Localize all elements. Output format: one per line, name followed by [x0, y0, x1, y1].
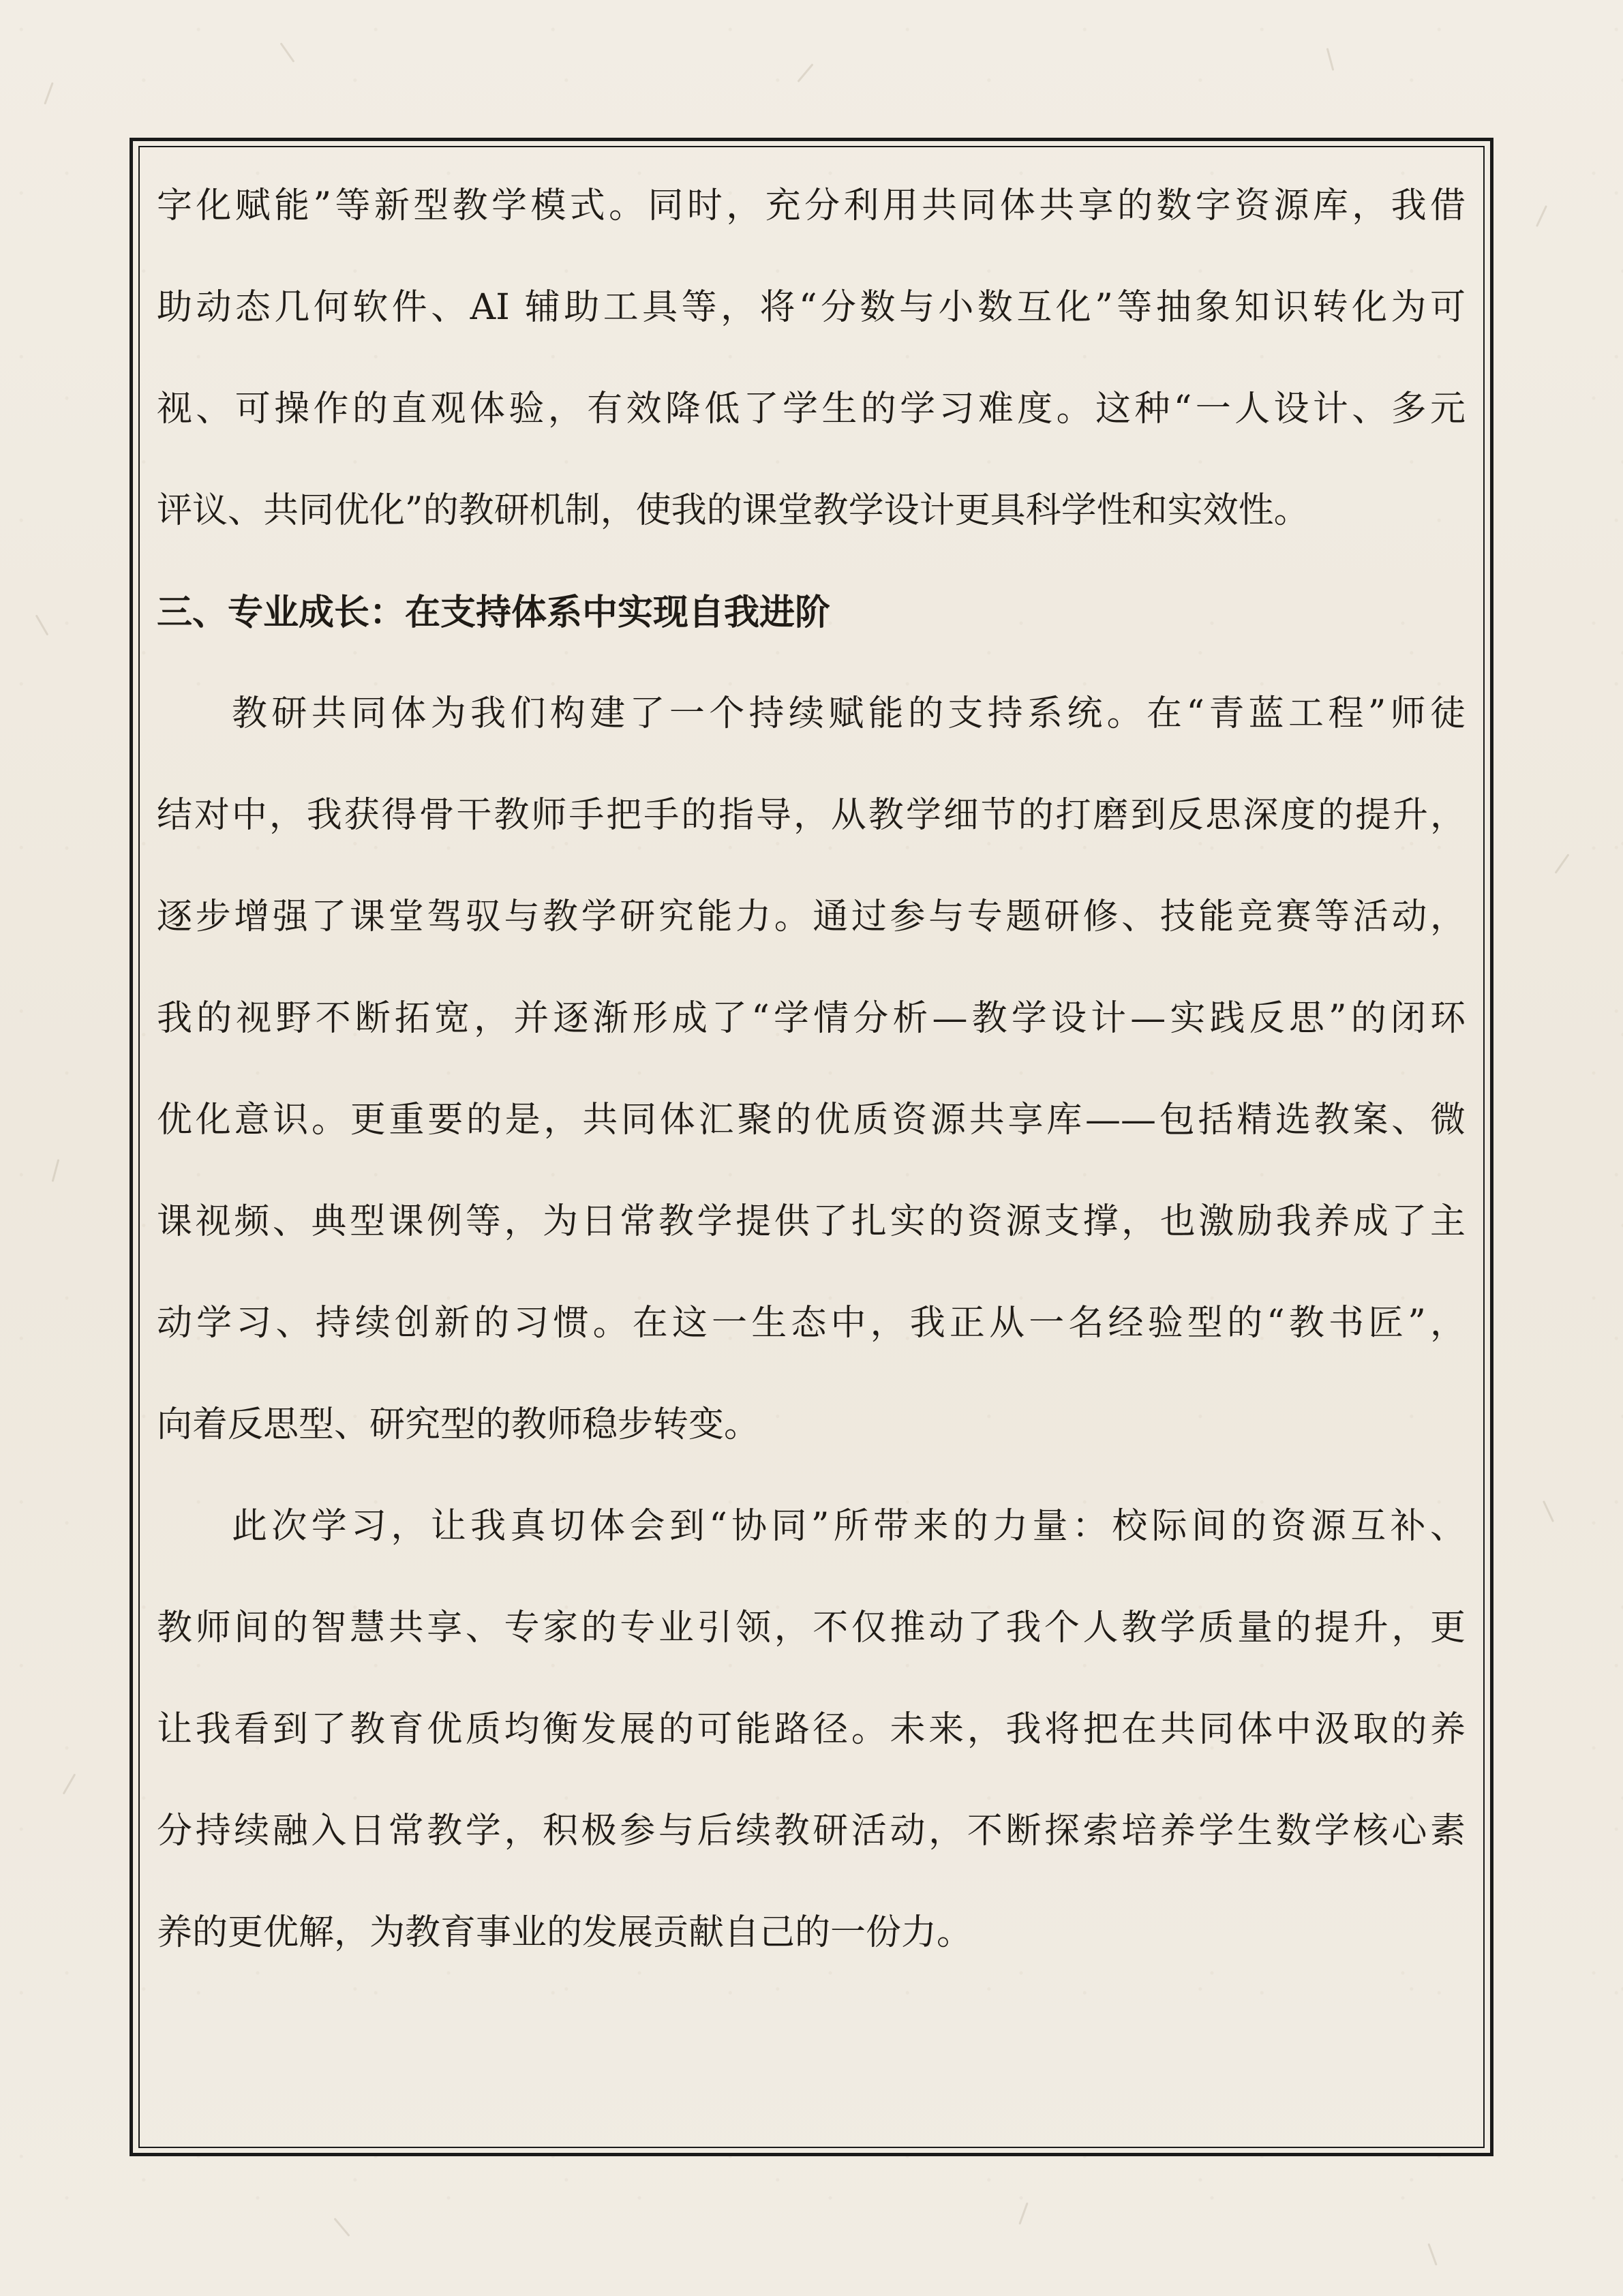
document-body	[157, 155, 1466, 1984]
text-line: 结对中，我获得骨干教师手把手的指导，从教学细节的打磨到反思深度的提升，	[157, 795, 1466, 836]
text-line: 评议、共同优化”的教研机制，使我的课堂教学设计更具科学性和实效性。	[157, 490, 1309, 531]
text-line: 向着反思型、研究型的教师稳步转变。	[157, 1404, 760, 1445]
closing-paragraph	[157, 1476, 1466, 1984]
text-line: 逐步增强了课堂驾驭与教学研究能力。通过参与专题研修、技能竞赛等活动，	[157, 896, 1466, 937]
text-line: 我的视野不断拓宽，并逐渐形成了“学情分析—教学设计—实践反思”的闭环	[157, 998, 1466, 1039]
text-line: 动学习、持续创新的习惯。在这一生态中，我正从一名经验型的“教书匠”，	[157, 1303, 1466, 1344]
text-line: 视、可操作的直观体验，有效降低了学生的学习难度。这种“一人设计、多元	[157, 389, 1466, 429]
text-line: 养的更优解，为教育事业的发展贡献自己的一份力。	[157, 1912, 973, 1953]
text-line: 分持续融入日常教学，积极参与后续教研活动，不断探索培养学生数学核心素	[157, 1811, 1466, 1852]
text-line: 课视频、典型课例等，为日常教学提供了扎实的资源支撑，也激励我养成了主	[157, 1201, 1466, 1242]
text-line: 此次学习，让我真切体会到“协同”所带来的力量：校际间的资源互补、	[232, 1506, 1466, 1547]
text-line: 教研共同体为我们构建了一个持续赋能的支持系统。在“青蓝工程”师徒	[232, 693, 1466, 734]
text-line: 让我看到了教育优质均衡发展的可能路径。未来，我将把在共同体中汲取的养	[157, 1709, 1466, 1750]
section-heading: 三、专业成长：在支持体系中实现自我进阶	[157, 592, 831, 633]
text-line: 字化赋能”等新型教学模式。同时，充分利用共同体共享的数字资源库，我借	[157, 185, 1466, 226]
text-line: 优化意识。更重要的是，共同体汇聚的优质资源共享库——包括精选教案、微	[157, 1100, 1466, 1141]
text-line: 助动态几何软件、AI 辅助工具等，将“分数与小数互化”等抽象知识转化为可	[157, 287, 1466, 328]
text-line: 教师间的智慧共享、专家的专业引领，不仅推动了我个人教学质量的提升，更	[157, 1607, 1466, 1648]
section-paragraph	[157, 663, 1466, 1476]
intro-paragraph	[157, 155, 1466, 562]
